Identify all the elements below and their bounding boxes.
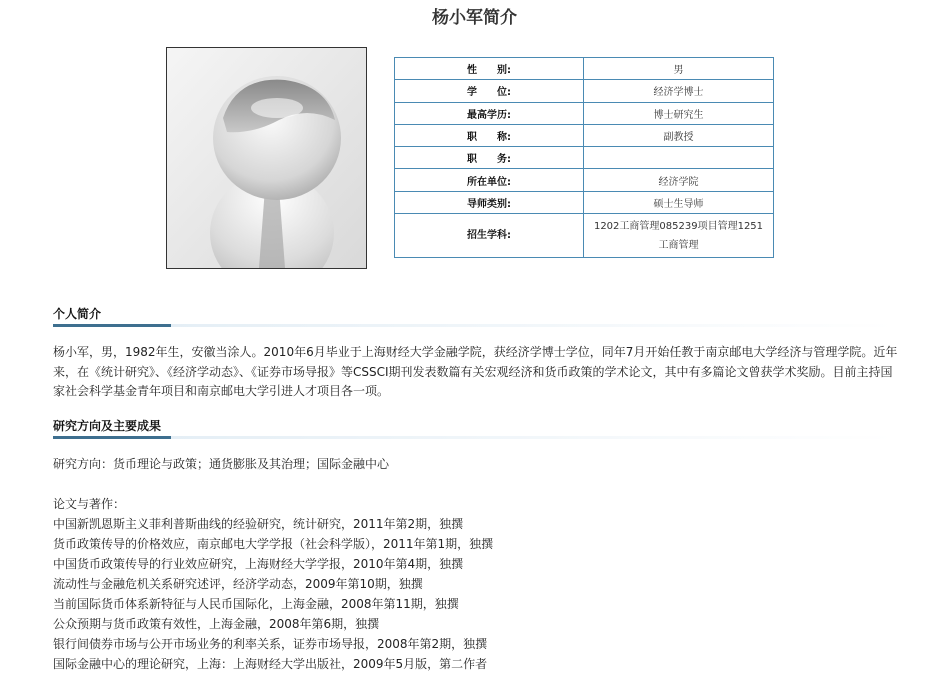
info-label: 最高学历: bbox=[395, 102, 584, 124]
info-value: 1202工商管理085239项目管理1251工商管理 bbox=[584, 214, 774, 258]
info-row-education bbox=[395, 102, 774, 124]
info-label: 职 务: bbox=[395, 147, 584, 169]
info-value: 经济学院 bbox=[584, 169, 774, 191]
info-row-supervisor-type bbox=[395, 191, 774, 213]
publication-item: 中国新凯恩斯主义菲利普斯曲线的经验研究，统计研究，2011年第2期，独撰 bbox=[53, 517, 464, 531]
info-label: 招生学科: bbox=[395, 214, 584, 258]
publication-item: 中国货币政策传导的行业效应研究，上海财经大学学报，2010年第4期，独撰 bbox=[53, 557, 464, 571]
research-direction: 研究方向：货币理论与政策；通货膨胀及其治理；国际金融中心 bbox=[53, 457, 390, 471]
page-title: 杨小军简介 bbox=[432, 8, 517, 28]
info-value: 经济学博士 bbox=[584, 80, 774, 102]
publication-item: 国际金融中心的理论研究，上海：上海财经大学出版社，2009年5月版，第二作者 bbox=[53, 657, 488, 671]
info-row-title bbox=[395, 124, 774, 146]
publication-item: 公众预期与货币政策有效性，上海金融，2008年第6期，独撰 bbox=[53, 617, 380, 631]
info-label: 性 别: bbox=[395, 58, 584, 80]
info-value: 博士研究生 bbox=[584, 102, 774, 124]
info-value: 硕士生导师 bbox=[584, 191, 774, 213]
info-label: 导师类别: bbox=[395, 191, 584, 213]
info-value: 男 bbox=[584, 58, 774, 80]
publication-item: 当前国际货币体系新特征与人民币国际化，上海金融，2008年第11期，独撰 bbox=[53, 597, 459, 611]
publication-item: 货币政策传导的价格效应，南京邮电大学学报（社会科学版），2011年第1期，独撰 bbox=[53, 537, 494, 551]
info-row-gender bbox=[395, 58, 774, 80]
info-row-enrollment bbox=[395, 214, 774, 258]
default-avatar-icon bbox=[167, 48, 366, 268]
publications-heading: 论文与著作： bbox=[53, 497, 126, 511]
info-value: 副教授 bbox=[584, 124, 774, 146]
profile-photo bbox=[166, 47, 367, 269]
info-value bbox=[584, 147, 774, 169]
section-heading-research: 研究方向及主要成果 bbox=[53, 419, 162, 433]
publication-item: 流动性与金融危机关系研究述评，经济学动态，2009年第10期，独撰 bbox=[53, 577, 423, 591]
intro-paragraph: 杨小军，男，1982年生，安徽当涂人。2010年6月毕业于上海财经大学金融学院，获经济学博士学位，同年7月开始任教于南京邮电大学经济与管理学院。近年来，在《统计研究》、《经济学动态》、《证券市场导报》等CSSCI期刊发表数篇有关宏观经济和货币政策的学术论文，其中有多篇论文曾获学术奖励。目前主持国家社会科学基金青年项目和南京邮电大学引进人才项目各一项。 bbox=[53, 345, 898, 398]
info-label: 所在单位: bbox=[395, 169, 584, 191]
publications-list bbox=[53, 514, 493, 674]
section-heading-intro: 个人简介 bbox=[53, 307, 102, 321]
section-divider bbox=[53, 324, 896, 327]
info-row-position bbox=[395, 147, 774, 169]
info-label: 职 称: bbox=[395, 124, 584, 146]
publication-item: 银行间债券市场与公开市场业务的利率关系，证券市场导报，2008年第2期，独撰 bbox=[53, 637, 488, 651]
info-table bbox=[394, 57, 774, 258]
info-label: 学 位: bbox=[395, 80, 584, 102]
info-row-unit bbox=[395, 169, 774, 191]
info-row-degree bbox=[395, 80, 774, 102]
section-divider bbox=[53, 436, 896, 439]
